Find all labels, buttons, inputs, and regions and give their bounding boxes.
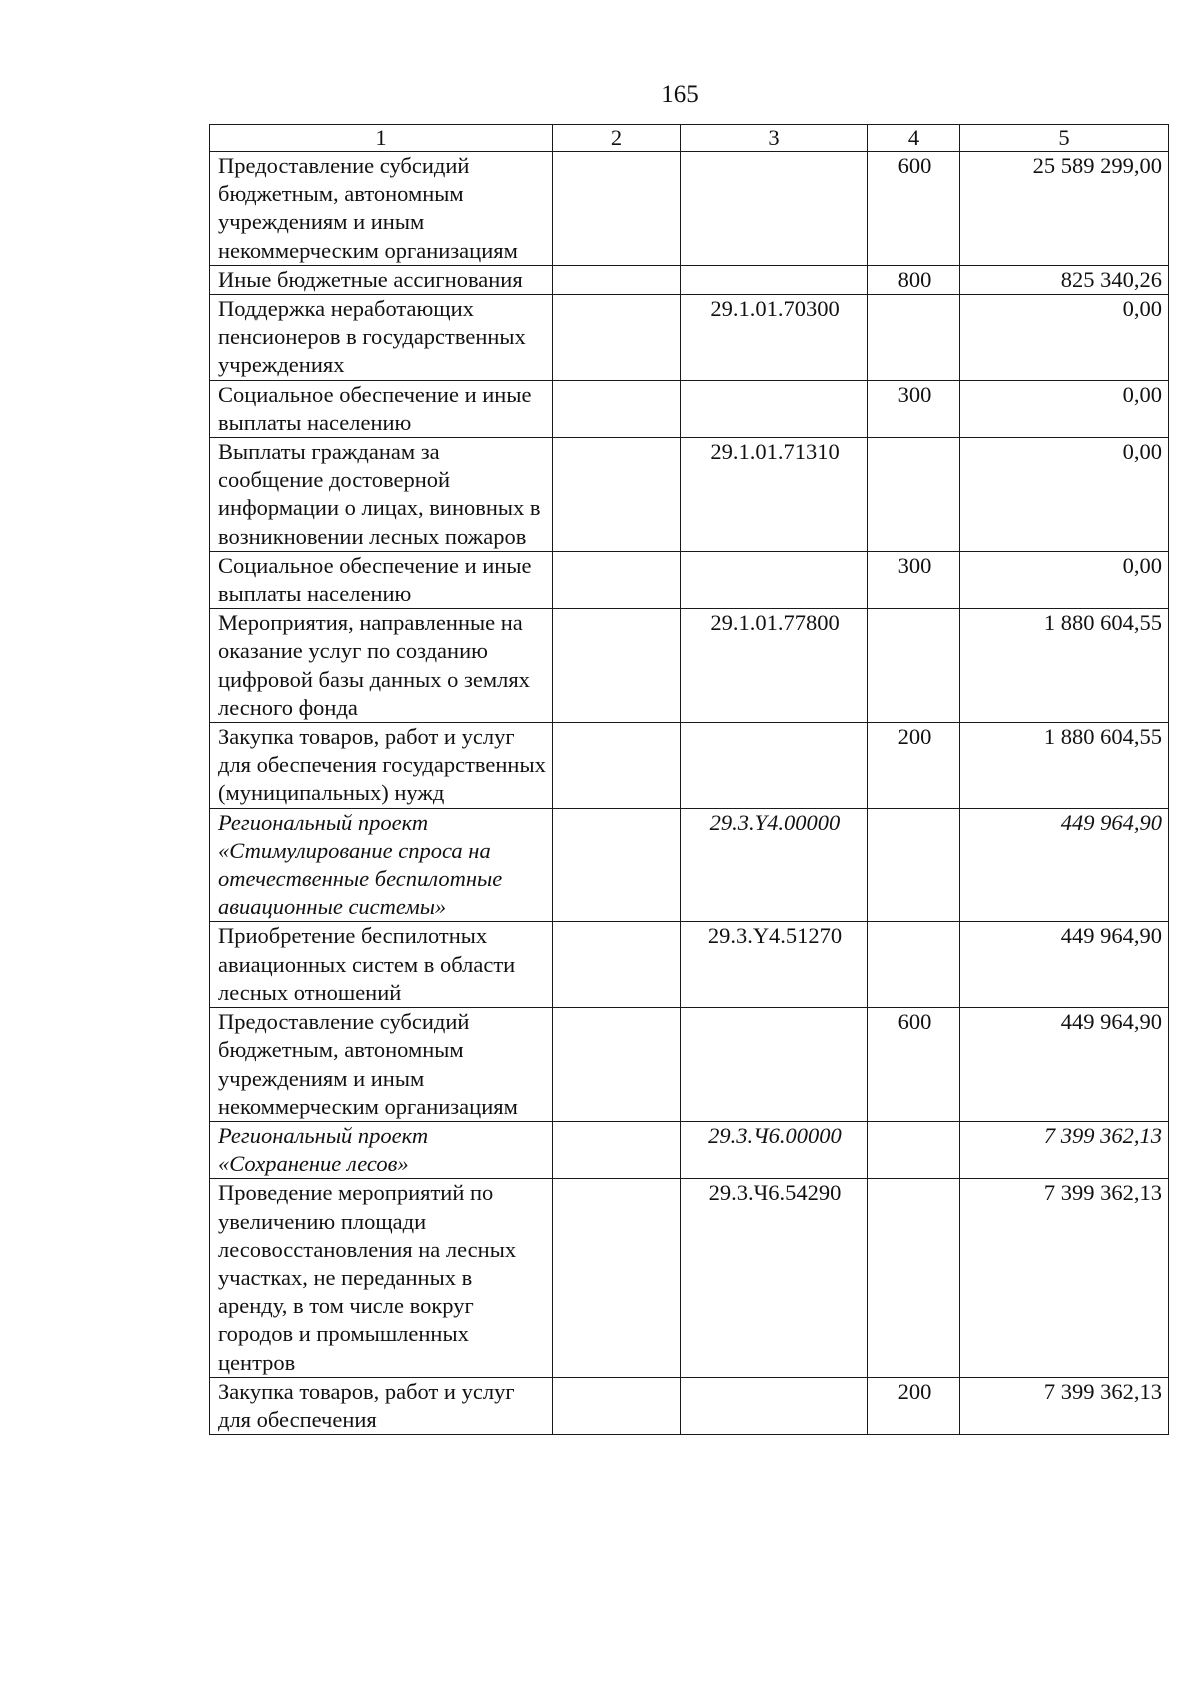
budget-table — [209, 124, 1169, 1435]
table-row — [210, 1121, 1169, 1178]
row-name-cell: Поддержка неработающих пенсионеров в государственных учреждениях — [210, 295, 553, 381]
table-row — [210, 152, 1169, 266]
row-name-cell: Приобретение беспилотных авиационных систем в области лесных отношений — [210, 922, 553, 1008]
row-name-cell: Социальное обеспечение и иные выплаты населению — [210, 551, 553, 608]
row-target-code-cell — [681, 1008, 868, 1122]
row-amount-cell: 449 964,90 — [960, 1008, 1169, 1122]
row-target-code-cell: 29.3.Y4.51270 — [681, 922, 868, 1008]
row-name-cell: Предоставление субсидий бюджетным, автономным учреждениям и иным некоммерческим организациям — [210, 152, 553, 266]
row-amount-cell: 0,00 — [960, 438, 1169, 552]
table-row — [210, 265, 1169, 294]
table-row — [210, 1008, 1169, 1122]
row-expense-type-cell — [868, 922, 960, 1008]
row-name-cell: Выплаты гражданам за сообщение достоверной информации о лицах, виновных в возникновении лесных пожаров — [210, 438, 553, 552]
row-name-cell: Иные бюджетные ассигнования — [210, 265, 553, 294]
row-section-cell — [553, 1377, 681, 1434]
row-section-cell — [553, 808, 681, 922]
table-row — [210, 295, 1169, 381]
row-target-code-cell — [681, 152, 868, 266]
row-target-code-cell — [681, 1377, 868, 1434]
row-target-code-cell: 29.1.01.70300 — [681, 295, 868, 381]
row-target-code-cell: 29.3.Y4.00000 — [681, 808, 868, 922]
table-row — [210, 551, 1169, 608]
row-expense-type-cell: 600 — [868, 152, 960, 266]
row-target-code-cell — [681, 551, 868, 608]
row-section-cell — [553, 380, 681, 437]
row-amount-cell: 825 340,26 — [960, 265, 1169, 294]
row-amount-cell: 1 880 604,55 — [960, 723, 1169, 809]
row-expense-type-cell — [868, 295, 960, 381]
table-row — [210, 380, 1169, 437]
table-row — [210, 438, 1169, 552]
row-expense-type-cell: 200 — [868, 723, 960, 809]
row-amount-cell: 0,00 — [960, 380, 1169, 437]
table-row — [210, 922, 1169, 1008]
row-section-cell — [553, 295, 681, 381]
column-header-5: 5 — [960, 125, 1169, 152]
row-section-cell — [553, 265, 681, 294]
column-header-2: 2 — [553, 125, 681, 152]
row-amount-cell: 449 964,90 — [960, 808, 1169, 922]
row-section-cell — [553, 551, 681, 608]
row-expense-type-cell: 300 — [868, 551, 960, 608]
row-section-cell — [553, 922, 681, 1008]
row-amount-cell: 7 399 362,13 — [960, 1377, 1169, 1434]
row-target-code-cell: 29.3.Ч6.00000 — [681, 1121, 868, 1178]
table-row — [210, 808, 1169, 922]
row-name-cell: Предоставление субсидий бюджетным, автономным учреждениям и иным некоммерческим организациям — [210, 1008, 553, 1122]
row-section-cell — [553, 1121, 681, 1178]
table-row — [210, 1377, 1169, 1434]
row-section-cell — [553, 609, 681, 723]
row-section-cell — [553, 1179, 681, 1377]
row-expense-type-cell — [868, 1179, 960, 1377]
row-expense-type-cell: 200 — [868, 1377, 960, 1434]
row-amount-cell: 449 964,90 — [960, 922, 1169, 1008]
page-number: 165 — [661, 81, 699, 108]
row-expense-type-cell — [868, 609, 960, 723]
row-target-code-cell: 29.3.Ч6.54290 — [681, 1179, 868, 1377]
row-amount-cell: 25 589 299,00 — [960, 152, 1169, 266]
row-section-cell — [553, 723, 681, 809]
row-name-cell: Региональный проект «Сохранение лесов» — [210, 1121, 553, 1178]
column-header-3: 3 — [681, 125, 868, 152]
row-name-cell: Закупка товаров, работ и услуг для обеспечения государственных (муниципальных) нужд — [210, 723, 553, 809]
table-row — [210, 1179, 1169, 1377]
row-expense-type-cell: 800 — [868, 265, 960, 294]
row-amount-cell: 7 399 362,13 — [960, 1121, 1169, 1178]
row-target-code-cell — [681, 380, 868, 437]
row-name-cell: Региональный проект «Стимулирование спроса на отечественные беспилотные авиационные системы» — [210, 808, 553, 922]
row-expense-type-cell — [868, 808, 960, 922]
row-amount-cell: 1 880 604,55 — [960, 609, 1169, 723]
row-name-cell: Закупка товаров, работ и услуг для обеспечения — [210, 1377, 553, 1434]
row-expense-type-cell: 600 — [868, 1008, 960, 1122]
row-name-cell: Социальное обеспечение и иные выплаты населению — [210, 380, 553, 437]
table-row — [210, 609, 1169, 723]
row-name-cell: Проведение мероприятий по увеличению площади лесовосстановления на лесных участках, не переданных в аренду, в том числе вокруг городов и промышленных центров — [210, 1179, 553, 1377]
row-target-code-cell: 29.1.01.77800 — [681, 609, 868, 723]
row-target-code-cell: 29.1.01.71310 — [681, 438, 868, 552]
row-amount-cell: 0,00 — [960, 295, 1169, 381]
row-section-cell — [553, 152, 681, 266]
row-name-cell: Мероприятия, направленные на оказание услуг по созданию цифровой базы данных о землях лесного фонда — [210, 609, 553, 723]
row-target-code-cell — [681, 265, 868, 294]
row-section-cell — [553, 438, 681, 552]
row-section-cell — [553, 1008, 681, 1122]
table-body — [210, 152, 1169, 1435]
table-header-row — [210, 125, 1169, 152]
row-amount-cell: 7 399 362,13 — [960, 1179, 1169, 1377]
row-amount-cell: 0,00 — [960, 551, 1169, 608]
column-header-1: 1 — [210, 125, 553, 152]
row-expense-type-cell — [868, 438, 960, 552]
row-target-code-cell — [681, 723, 868, 809]
row-expense-type-cell: 300 — [868, 380, 960, 437]
column-header-4: 4 — [868, 125, 960, 152]
table-row — [210, 723, 1169, 809]
row-expense-type-cell — [868, 1121, 960, 1178]
